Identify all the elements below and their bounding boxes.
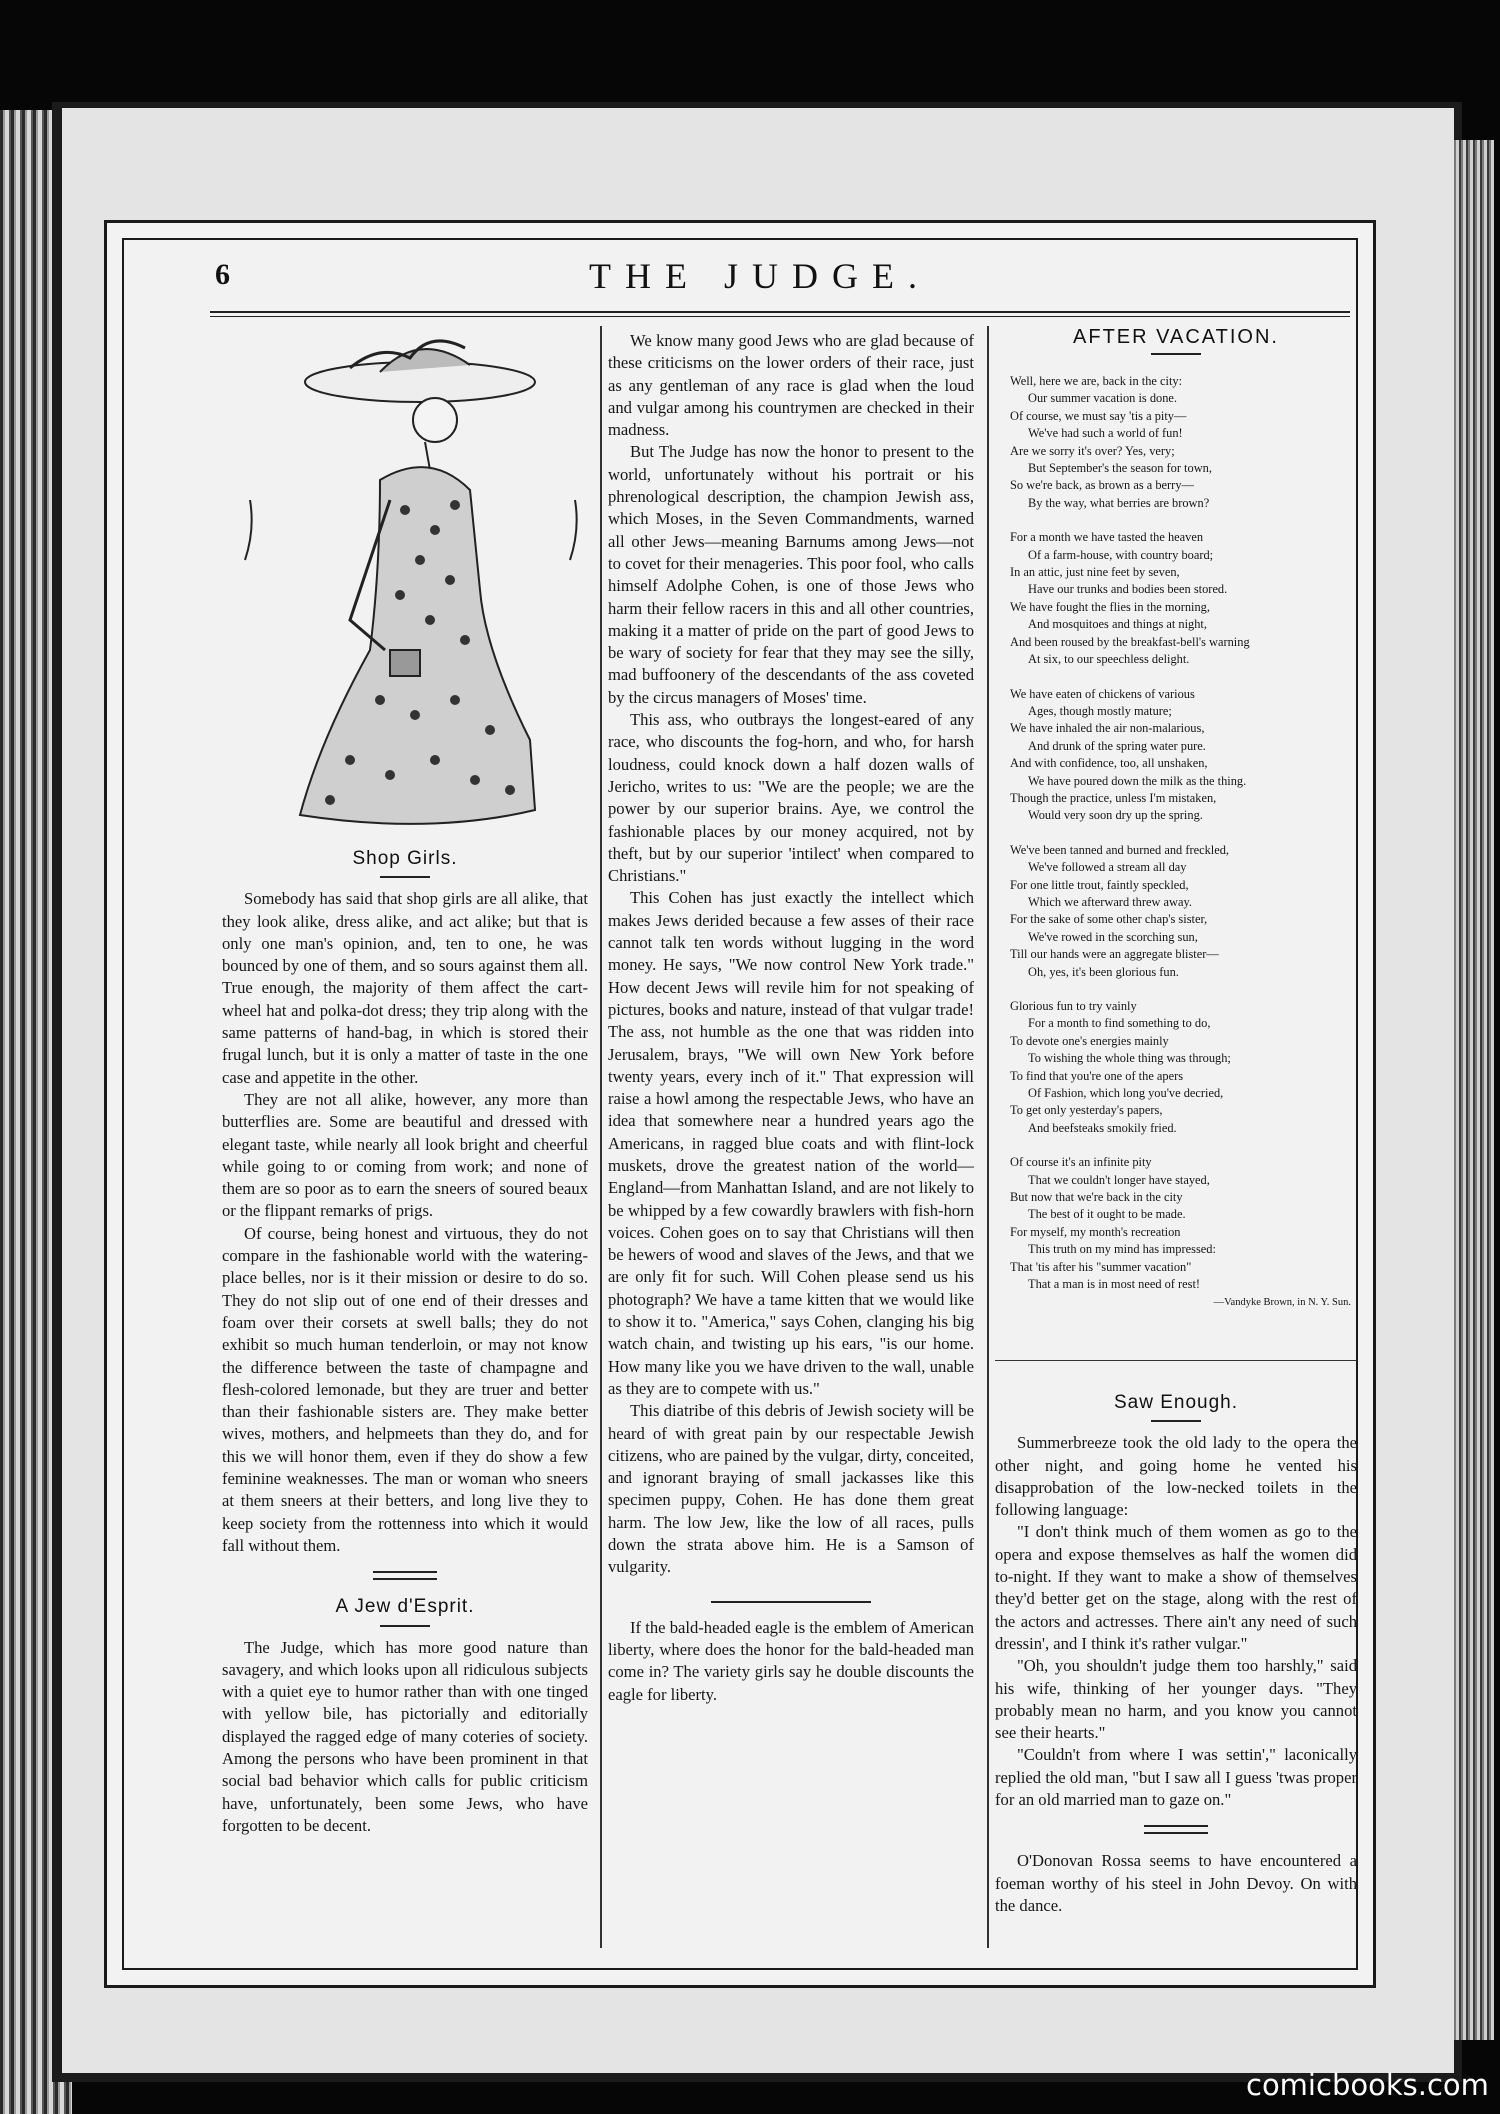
- poem-line: The best of it ought to be made.: [1028, 1207, 1186, 1222]
- shop-girls-paragraph-3: Of course, being honest and virtuous, they do not compare in the fashionable world with the watering-place belles, nor is it their mission or desire to do so. They do not slip out of one end of their dresses and foam over their corsets at swell balls; they do not exhibit so much human tenderloin, or may not know the difference between the taste of champagne and flesh-colored lemonade, but they are truer and better than their fashionable sisters are. They make better wives, mothers, and helpmeets than they do, and for this we will honor them, even if they do show a few feminine weaknesses. The man or woman who sneers at them sneers at their betters, and long live they to keep society from the rottenness into which it would fall without them.: [222, 1223, 588, 1555]
- poem-stanza: [1010, 1154, 1355, 1311]
- page-number: 6: [215, 258, 230, 291]
- jew-desprit-paragraph-2: We know many good Jews who are glad because of these criticisms on the lower orders of their race, just as any gentleman of any race is glad when the loud and vulgar among his countrymen are checked in their madness.: [608, 331, 974, 440]
- saw-enough-paragraph-4: "Couldn't from where I was settin'," laconically replied the old man, "but I saw all I guess 'twas proper for an old married man to gaze on.": [995, 1745, 1357, 1810]
- saw-enough-paragraph-3: "Oh, you shouldn't judge them too harshly," said his wife, thinking of her younger days. "They probably mean no harm, and you know you cannot see their hearts.": [995, 1656, 1357, 1743]
- poem-line: And with confidence, too, all unshaken,: [1010, 756, 1208, 771]
- poem-line: So we're back, as brown as a berry—: [1010, 478, 1194, 493]
- poem-line: Ages, though mostly mature;: [1028, 703, 1172, 718]
- short-rule: [1151, 353, 1201, 355]
- poem-line: Of Fashion, which long you've decried,: [1028, 1086, 1224, 1101]
- section-rule: [711, 1601, 871, 1603]
- poem-line: For the sake of some other chap's sister,: [1010, 912, 1208, 927]
- saw-enough-paragraph-2: "I don't think much of them women as go to the opera and expose themselves as half the women did to-night. If they want to make a show of themselves they'd better get on the stage, along with the rest of the actors and actresses. There ain't any need of such dressin', and I think it's rather vulgar.": [995, 1522, 1357, 1653]
- poem-stanza: [1010, 373, 1355, 512]
- poem-line: But September's the season for town,: [1028, 461, 1212, 476]
- poem-line: Are we sorry it's over? Yes, very;: [1010, 443, 1175, 458]
- poem-line: But now that we're back in the city: [1010, 1190, 1183, 1205]
- poem-end-rule: [995, 1360, 1357, 1361]
- poem-stanza: [1010, 998, 1355, 1137]
- saw-enough-title: Saw Enough.: [1113, 1392, 1239, 1413]
- masthead-title: THE JUDGE.: [589, 256, 931, 296]
- poem-line: For one little trout, faintly speckled,: [1010, 877, 1189, 892]
- poem-line: Of course, we must say 'tis a pity—: [1010, 408, 1187, 423]
- poem-line: Of course it's an infinite pity: [1010, 1155, 1152, 1170]
- poem-line: We have poured down the milk as the thing.: [1028, 773, 1247, 788]
- poem-stanza: [1010, 529, 1355, 668]
- after-vacation-poem: [1010, 373, 1355, 1311]
- jew-desprit-paragraph-4: This ass, who outbrays the longest-eared of any race, who discounts the fog-horn, and who, for harsh loudness, could knock down a half dozen walls of Jericho, writes to us: "We are the people; we are the power by our superior brains. Aye, we control the fashionable places by our money acquired, not by theft, but by our superior 'intilect' when compared to Christians.": [608, 710, 974, 886]
- poem-line: That 'tis after his "summer vacation": [1010, 1259, 1192, 1274]
- poem-line: We've been tanned and burned and freckled,: [1010, 842, 1230, 857]
- poem-line: Have our trunks and bodies been stored.: [1028, 582, 1228, 597]
- poem-line: And mosquitoes and things at night,: [1028, 617, 1207, 632]
- poem-line: Glorious fun to try vainly: [1010, 999, 1137, 1013]
- poem-attribution: —Vandyke Brown, in N. Y. Sun.: [1213, 1296, 1351, 1308]
- double-rule: [1144, 1825, 1208, 1834]
- eagle-paragraph: If the bald-headed eagle is the emblem of American liberty, where does the honor for the bald-headed man come in? The variety girls say he double discounts the eagle for liberty.: [608, 1617, 974, 1704]
- poem-line: At six, to our speechless delight.: [1028, 652, 1190, 667]
- shop-girls-paragraph-2: They are not all alike, however, any more than butterflies are. Some are beautiful and dressed with elegant taste, while nearly all look bright and cheerful while going to or coming from work; and none of them are so poor as to earn the sneers of soured beaux or the flippant remarks of prigs.: [222, 1089, 588, 1221]
- header-rule-thin: [210, 316, 1350, 317]
- shop-girls-title: Shop Girls.: [352, 848, 458, 869]
- poem-line: Till our hands were an aggregate blister—: [1010, 947, 1219, 962]
- poem-line: This truth on my mind has impressed:: [1028, 1242, 1216, 1257]
- poem-line: By the way, what berries are brown?: [1028, 495, 1210, 510]
- poem-line: For a month to find something to do,: [1028, 1016, 1211, 1031]
- poem-stanza: [1010, 842, 1355, 981]
- poem-line: We have inhaled the air non-malarious,: [1010, 721, 1205, 736]
- after-vacation-title: AFTER VACATION.: [1073, 326, 1279, 348]
- poem-line: That we couldn't longer have stayed,: [1028, 1172, 1210, 1187]
- poem-line: Would very soon dry up the spring.: [1028, 808, 1203, 823]
- jew-desprit-title: A Jew d'Esprit.: [335, 1596, 475, 1618]
- poem-line: Oh, yes, it's been glorious fun.: [1028, 964, 1179, 979]
- column-2: [608, 330, 974, 1706]
- short-rule: [380, 1625, 430, 1627]
- woman-in-hat-illustration: [230, 320, 610, 840]
- saw-enough-paragraph-1: Summerbreeze took the old lady to the opera the other night, and going home he vented his disapprobation of the low-necked toilets in the following language:: [995, 1433, 1357, 1520]
- jew-desprit-paragraph-5: This Cohen has just exactly the intellect which makes Jews derided because a few asses of their race cannot talk ten words without lugging in the word money. He says, "We now control New York trade." How decent Jews will revile him for not speaking of pictures, books and nature, instead of that vulgar trade! The ass, not humble as the one that was ridden into Jerusalem, brays, "We will own New York before twenty years, every inch of it." That expression will raise a howl among the respectable Jews, who have an idea that somewhere near a hundred years ago the Americans, in ragged blue coats and with flint-lock muskets, drove the greatest nation of the world—England—from Manhattan Island, and are not likely to be whipped by a few cowardly brawlers with fish-horn voices. Cohen goes on to say that Christians will then be hewers of wood and slaves of the Jews, and that we are only fit for such. Will Cohen please send us his photograph? We have a tame kitten that we would like to show it to. "America," says Cohen, clanging his big watch chain, and twisting up his ears, "is our home. How many like you we have driven to the wall, unable as they are to compete with us.": [608, 888, 974, 1398]
- site-watermark: comicbooks.com: [1246, 2068, 1489, 2102]
- after-vacation-header: [995, 326, 1357, 355]
- shop-girls-paragraph-1: Somebody has said that shop girls are all alike, that they look alike, dress alike, and act alike; but that is only one man's opinion, and, ten to one, he was bounced by one of them, and so sours against them all. True enough, the majority of them affect the cart-wheel hat and polka-dot dress; they trip along with the same patterns of hand-bag, in which is stored their frugal lunch, but it is only a matter of taste in the one case and appetite in the other.: [222, 889, 588, 1087]
- poem-line: Which we afterward threw away.: [1028, 894, 1192, 909]
- poem-line: Well, here we are, back in the city:: [1010, 374, 1183, 388]
- poem-line: To devote one's energies mainly: [1010, 1033, 1169, 1048]
- poem-stanza: [1010, 686, 1355, 825]
- poem-line: And been roused by the breakfast-bell's warning: [1010, 634, 1250, 649]
- poem-line: Our summer vacation is done.: [1028, 391, 1177, 406]
- poem-line: And drunk of the spring water pure.: [1028, 738, 1206, 753]
- poem-line: Though the practice, unless I'm mistaken,: [1010, 790, 1217, 805]
- poem-line: To get only yesterday's papers,: [1010, 1103, 1163, 1118]
- poem-line: For a month we have tasted the heaven: [1010, 530, 1204, 545]
- header-rule: [210, 311, 1350, 313]
- saw-enough-section: [995, 1392, 1357, 1917]
- poem-line: We have eaten of chickens of various: [1010, 686, 1195, 701]
- poem-line: That a man is in most need of rest!: [1028, 1277, 1201, 1292]
- poem-line: We've had such a world of fun!: [1028, 426, 1183, 441]
- poem-line: We've followed a stream all day: [1028, 860, 1187, 875]
- poem-line: Of a farm-house, with country board;: [1028, 547, 1214, 562]
- short-rule: [1151, 1420, 1201, 1422]
- poem-line: We've rowed in the scorching sun,: [1028, 929, 1198, 944]
- double-rule: [373, 1571, 437, 1580]
- rossa-paragraph: O'Donovan Rossa seems to have encountered a foeman worthy of his steel in John Devoy. On with the dance.: [995, 1851, 1357, 1915]
- jew-desprit-paragraph-6: This diatribe of this debris of Jewish society will be heard of with great pain by our respectable Jewish citizens, who are pained by the vulgar, dirty, conceited, and ignorant braying of small jackasses like this specimen puppy, Cohen. He has done them great harm. The low Jew, like the low of all races, pulls down the strata above him. He is a Samson of vulgarity.: [608, 1401, 974, 1577]
- poem-line: To wishing the whole thing was through;: [1028, 1051, 1231, 1066]
- jew-desprit-paragraph-1: The Judge, which has more good nature than savagery, and which looks upon all ridiculous subjects with a quiet eye to humor rather than with one tinged with yellow bile, has pictorially and editorially displayed the ragged edge of many coteries of society. Among the persons who have been prominent in that social bad behavior which calls for public criticism have, unfortunately, been some Jews, who have forgotten to be decent.: [222, 1637, 588, 1835]
- poem-line: In an attic, just nine feet by seven,: [1010, 565, 1180, 580]
- short-rule: [380, 876, 430, 878]
- page-edges: [1454, 140, 1494, 2040]
- poem-line: For myself, my month's recreation: [1010, 1224, 1181, 1239]
- poem-line: We have fought the flies in the morning,: [1010, 599, 1210, 614]
- poem-line: And beefsteaks smokily fried.: [1028, 1120, 1177, 1135]
- column-rule-2: [987, 326, 989, 1948]
- column-1: [222, 848, 588, 1837]
- poem-line: To find that you're one of the apers: [1010, 1068, 1184, 1083]
- jew-desprit-paragraph-3: But The Judge has now the honor to present to the world, unfortunately without his portrait or his phrenological description, the champion Jewish ass, which Moses, in the Seven Commandments, warned all other Jews—meaning Barnums among Jews—not to covet for their menageries. This poor fool, who calls himself Adolphe Cohen, is one of those Jews who harm their fellow racers in this and all other countries, making it a matter of pride on the part of good Jews to be wary of society for fear that they may see the silly, mad buffoonery of the descendants of the ass coveted by the circus managers of Moses' time.: [608, 442, 974, 707]
